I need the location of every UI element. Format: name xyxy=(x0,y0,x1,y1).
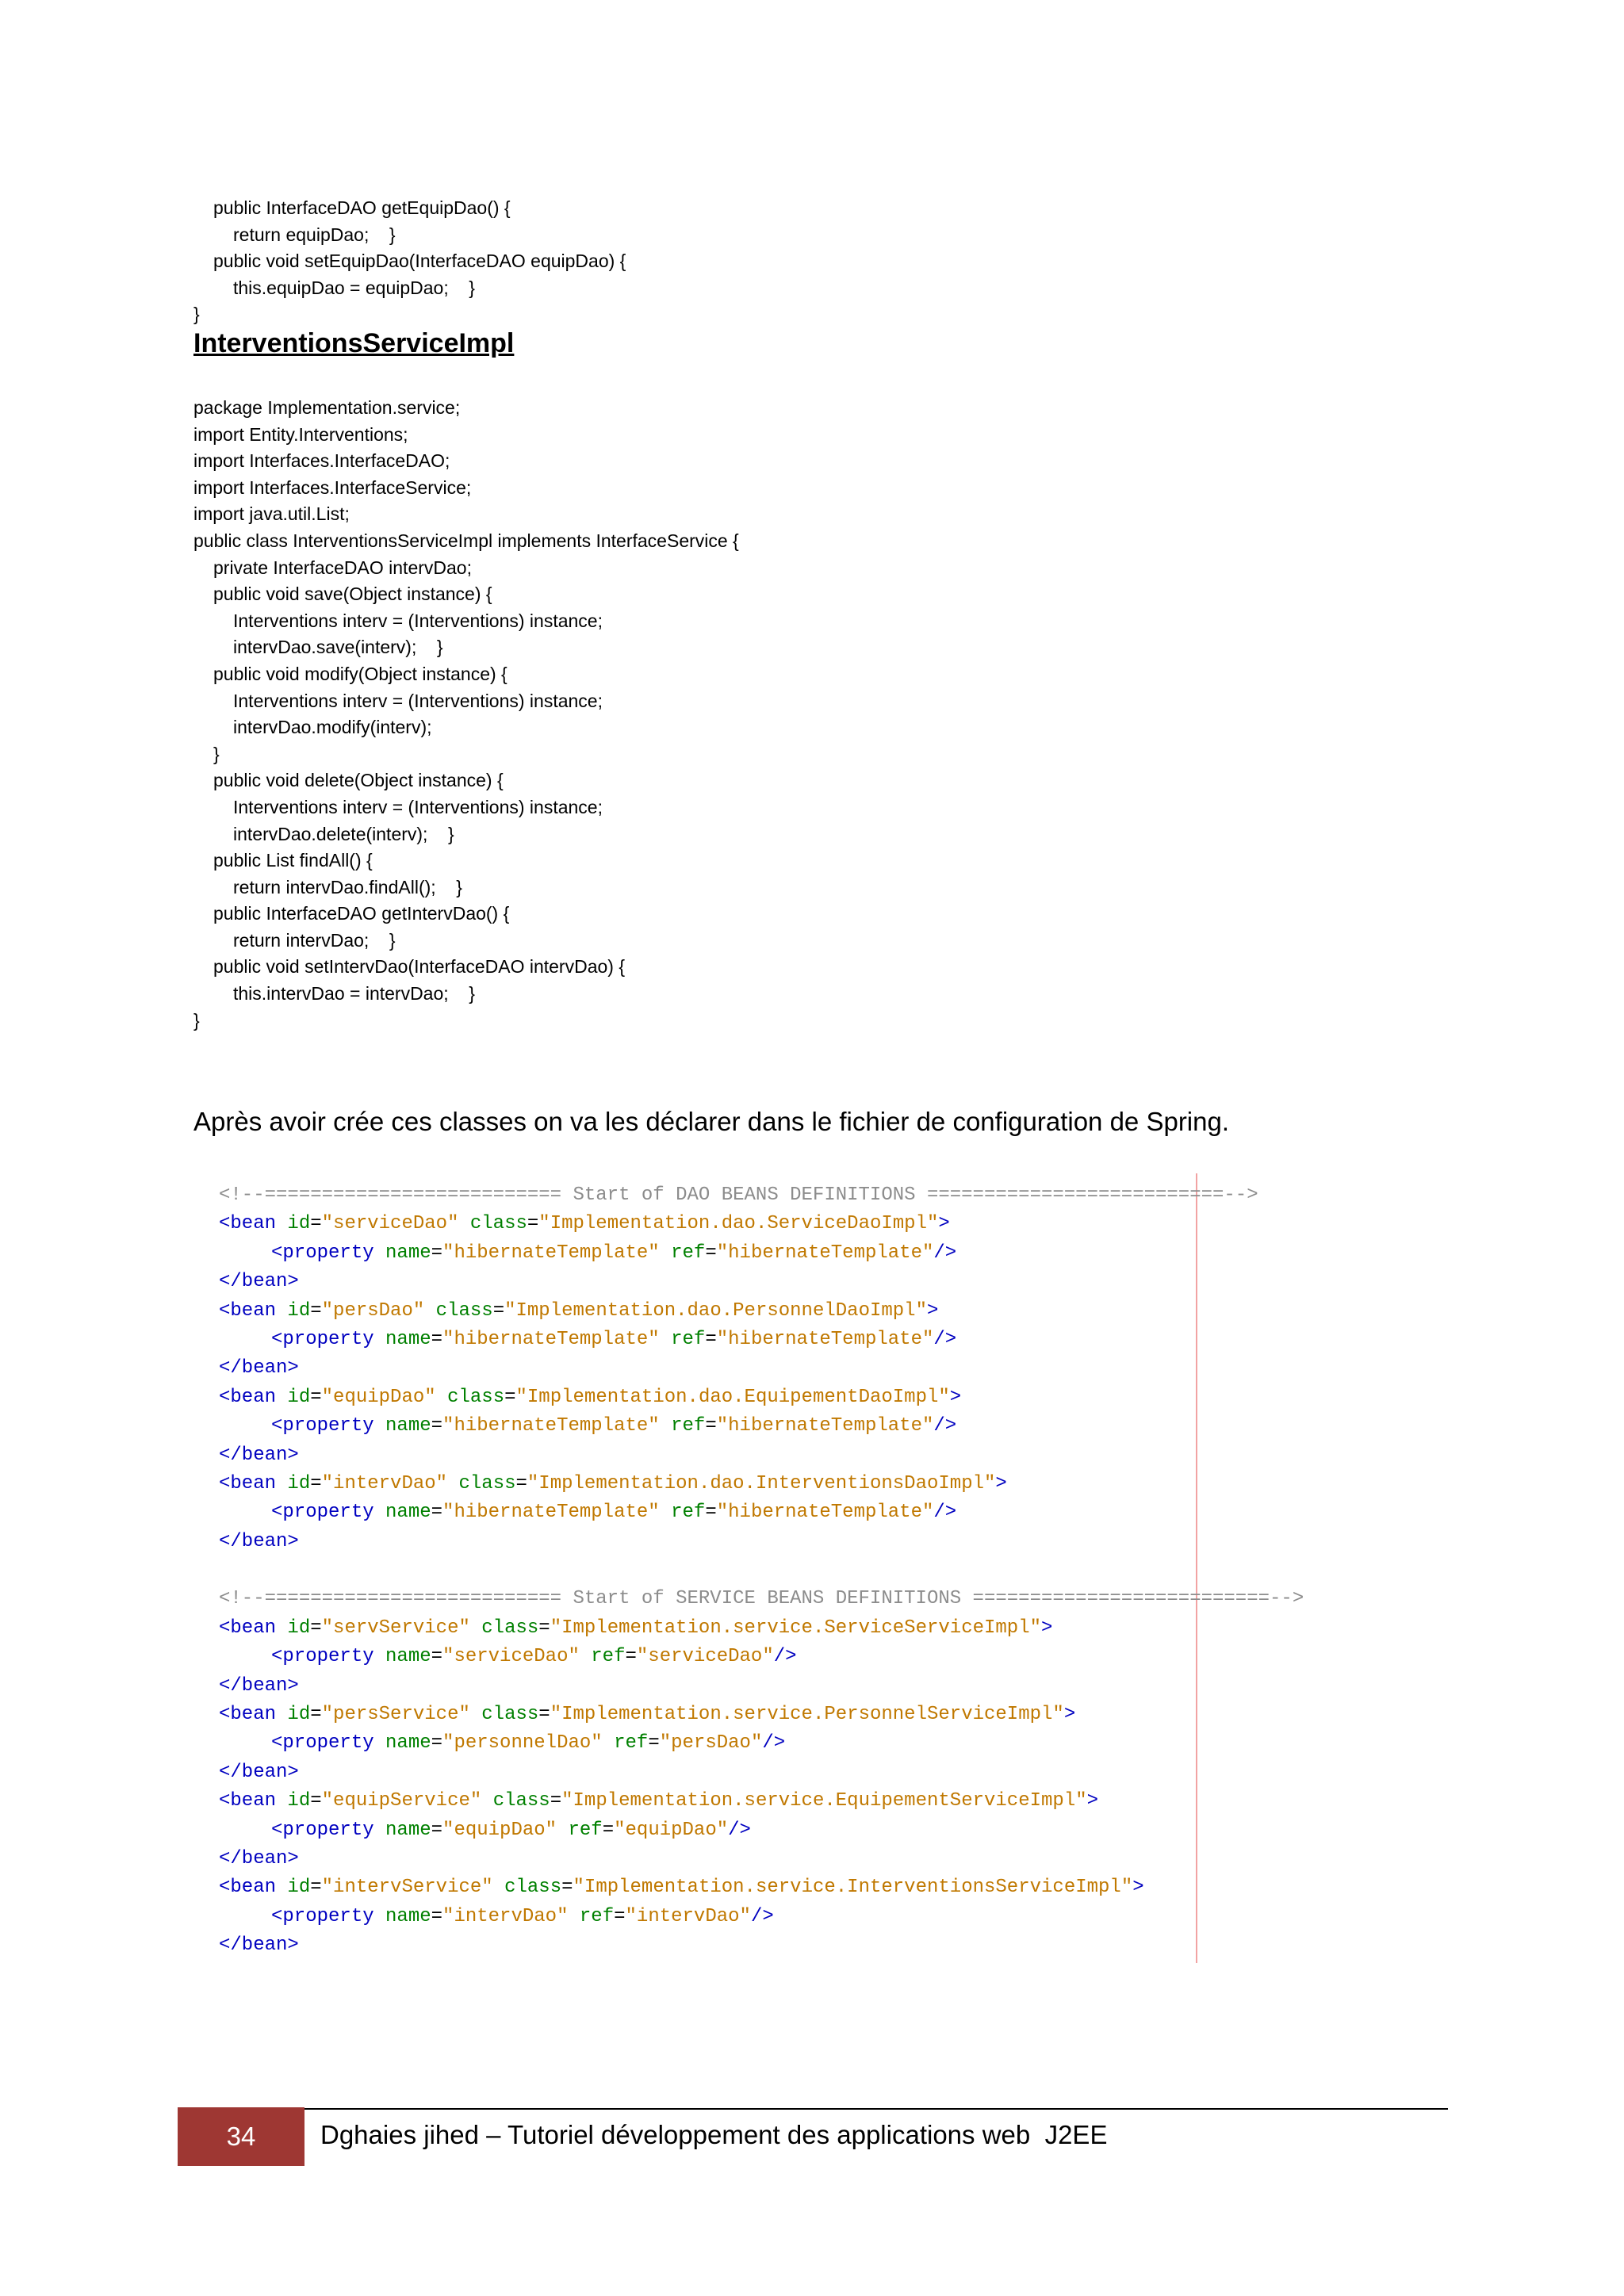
xml-token: <property xyxy=(271,1732,374,1755)
xml-token: = xyxy=(431,1328,443,1350)
xml-token xyxy=(374,1415,385,1437)
xml-token: </bean> xyxy=(219,1357,299,1380)
xml-token: </bean> xyxy=(219,1674,299,1697)
xml-line xyxy=(219,1787,1304,1816)
xml-token: = xyxy=(504,1386,516,1408)
code-line: public InterfaceDAO getIntervDao() { xyxy=(213,903,510,924)
xml-token: <property xyxy=(271,1819,374,1841)
xml-token: ref xyxy=(579,1905,615,1927)
xml-token: = xyxy=(705,1242,717,1264)
xml-token: = xyxy=(431,1415,443,1437)
code-line: Interventions interv = (Interventions) instance; xyxy=(233,796,603,817)
page-number-badge xyxy=(178,2107,304,2166)
code-line: import Interfaces.InterfaceService; xyxy=(193,476,472,498)
xml-token: <bean xyxy=(219,1472,277,1494)
xml-token: "Implementation.service.InterventionsServiceImpl" xyxy=(573,1877,1133,1899)
xml-line xyxy=(219,1729,1304,1758)
code-line: public List findAll() { xyxy=(213,850,373,871)
xml-token xyxy=(603,1732,614,1754)
xml-token: = xyxy=(310,1790,322,1812)
xml-token xyxy=(493,1877,504,1898)
xml-token: /> xyxy=(762,1732,786,1755)
xml-token: "serviceDao" xyxy=(442,1646,580,1668)
xml-token: <bean xyxy=(219,1213,277,1235)
xml-token: = xyxy=(431,1905,443,1927)
xml-token: <bean xyxy=(219,1617,277,1639)
xml-token xyxy=(481,1790,492,1812)
xml-token xyxy=(374,1502,385,1523)
xml-token xyxy=(276,1213,287,1234)
xml-token xyxy=(374,1732,385,1754)
xml-token: = xyxy=(310,1617,322,1639)
xml-token xyxy=(470,1617,481,1639)
xml-line xyxy=(219,1412,1304,1441)
xml-token: </bean> xyxy=(219,1761,299,1783)
xml-token: "persService" xyxy=(321,1704,470,1726)
xml-line xyxy=(219,1556,1304,1585)
xml-token: <!--========================== Start of SERVICE BEANS DEFINITIONS ==========================--> xyxy=(219,1588,1304,1610)
xml-token: = xyxy=(310,1472,322,1494)
xml-token: = xyxy=(705,1328,717,1350)
xml-token: id xyxy=(287,1704,311,1726)
code-line: this.intervDao = intervDao; } xyxy=(233,983,475,1004)
footer-rule xyxy=(304,2108,1448,2110)
xml-token: "hibernateTemplate" xyxy=(716,1328,934,1350)
xml-line xyxy=(219,1873,1304,1902)
xml-token xyxy=(660,1415,671,1437)
xml-line xyxy=(219,1585,1304,1613)
xml-token: = xyxy=(431,1502,443,1524)
xml-token: id xyxy=(287,1386,311,1408)
xml-token: "hibernateTemplate" xyxy=(442,1415,660,1437)
xml-token: "Implementation.dao.InterventionsDaoImpl" xyxy=(527,1472,996,1494)
xml-token: </bean> xyxy=(219,1444,299,1466)
xml-token: /> xyxy=(933,1415,957,1437)
xml-token xyxy=(424,1300,435,1322)
xml-token: "servService" xyxy=(321,1617,470,1639)
code-line: package Implementation.service; xyxy=(193,397,461,418)
xml-token: class xyxy=(447,1386,505,1408)
code-block-top xyxy=(193,195,626,328)
xml-line xyxy=(219,1903,1304,1931)
xml-token: /> xyxy=(773,1646,797,1668)
xml-line xyxy=(219,1758,1304,1787)
xml-token: "equipService" xyxy=(321,1790,482,1812)
xml-token: "equipDao" xyxy=(614,1819,729,1841)
xml-token: <property xyxy=(271,1415,374,1437)
xml-token: </bean> xyxy=(219,1530,299,1552)
xml-token: <property xyxy=(271,1328,374,1350)
xml-token xyxy=(557,1820,568,1841)
code-line: } xyxy=(213,743,220,764)
xml-token: "persDao" xyxy=(659,1732,763,1755)
xml-token xyxy=(580,1646,591,1667)
code-line: public void modify(Object instance) { xyxy=(213,663,508,684)
xml-token: = xyxy=(602,1819,615,1841)
xml-token: </bean> xyxy=(219,1271,299,1293)
xml-line xyxy=(219,1614,1304,1643)
xml-token: class xyxy=(435,1299,493,1322)
xml-token: name xyxy=(385,1905,431,1927)
xml-token: /> xyxy=(728,1819,751,1841)
xml-token: = xyxy=(550,1790,562,1812)
page-number: 34 xyxy=(226,2122,256,2151)
xml-token: <bean xyxy=(219,1386,277,1408)
xml-token: <bean xyxy=(219,1877,277,1899)
xml-token: <property xyxy=(271,1905,374,1927)
xml-token: class xyxy=(481,1704,539,1726)
xml-token: name xyxy=(385,1242,431,1264)
xml-token xyxy=(458,1213,469,1234)
xml-token: > xyxy=(949,1386,962,1408)
xml-token: "Implementation.dao.ServiceDaoImpl" xyxy=(538,1213,939,1235)
xml-token: = xyxy=(705,1502,717,1524)
code-line: } xyxy=(193,304,200,325)
xml-token: /> xyxy=(933,1502,957,1524)
xml-token: "personnelDao" xyxy=(442,1732,603,1755)
xml-token xyxy=(276,1473,287,1494)
xml-token: "hibernateTemplate" xyxy=(716,1415,934,1437)
xml-line xyxy=(219,1643,1304,1671)
xml-token: class xyxy=(458,1472,516,1494)
xml-token: id xyxy=(287,1790,311,1812)
xml-token: "persDao" xyxy=(321,1299,425,1322)
xml-token xyxy=(660,1242,671,1264)
xml-token: > xyxy=(1063,1704,1076,1726)
code-line: Interventions interv = (Interventions) instance; xyxy=(233,610,603,631)
xml-token xyxy=(568,1906,579,1927)
xml-token: </bean> xyxy=(219,1847,299,1869)
xml-token: class xyxy=(492,1790,550,1812)
xml-token: > xyxy=(995,1472,1007,1494)
xml-token: name xyxy=(385,1415,431,1437)
code-line: import Entity.Interventions; xyxy=(193,423,408,445)
xml-token: "equipDao" xyxy=(321,1386,436,1408)
xml-token xyxy=(276,1387,287,1408)
xml-token: <bean xyxy=(219,1704,277,1726)
xml-token: ref xyxy=(568,1819,603,1841)
code-line: return intervDao.findAll(); } xyxy=(233,876,462,897)
xml-token: <property xyxy=(271,1242,374,1264)
xml-token: ref xyxy=(671,1415,706,1437)
xml-token: "Implementation.service.PersonnelServiceImpl" xyxy=(550,1704,1064,1726)
xml-token: /> xyxy=(750,1905,774,1927)
xml-token: "hibernateTemplate" xyxy=(442,1328,660,1350)
code-line: intervDao.modify(interv); xyxy=(233,717,432,738)
code-line: intervDao.save(interv); } xyxy=(233,637,443,658)
xml-token: > xyxy=(1041,1617,1053,1639)
xml-token: "Implementation.dao.EquipementDaoImpl" xyxy=(515,1386,950,1408)
xml-token xyxy=(374,1820,385,1841)
xml-token xyxy=(276,1704,287,1725)
xml-token: "hibernateTemplate" xyxy=(716,1502,934,1524)
xml-token: = xyxy=(431,1242,443,1264)
xml-token xyxy=(660,1502,671,1523)
xml-token: > xyxy=(1086,1790,1099,1812)
code-line: public class InterventionsServiceImpl implements InterfaceService { xyxy=(193,530,739,551)
xml-token: = xyxy=(310,1877,322,1899)
code-line: return intervDao; } xyxy=(233,929,396,951)
xml-token: "hibernateTemplate" xyxy=(716,1242,934,1264)
xml-token: "Implementation.dao.PersonnelDaoImpl" xyxy=(504,1299,927,1322)
code-line: public InterfaceDAO getEquipDao() { xyxy=(213,197,511,218)
footer-title: Dghaies jihed – Tutoriel développement des applications web J2EE xyxy=(320,2120,1108,2149)
xml-line xyxy=(219,1528,1304,1556)
xml-token: name xyxy=(385,1732,431,1755)
xml-line xyxy=(219,1383,1304,1412)
xml-line xyxy=(219,1239,1304,1268)
xml-token: = xyxy=(431,1732,443,1755)
xml-token: id xyxy=(287,1617,311,1639)
xml-token: /> xyxy=(933,1328,957,1350)
xml-token xyxy=(276,1790,287,1812)
xml-token: = xyxy=(310,1299,322,1322)
xml-token: > xyxy=(926,1299,939,1322)
xml-token: /> xyxy=(933,1242,957,1264)
xml-line xyxy=(219,1297,1304,1326)
xml-token: id xyxy=(287,1877,311,1899)
xml-line xyxy=(219,1701,1304,1729)
xml-token: "intervService" xyxy=(321,1877,493,1899)
xml-token: "serviceDao" xyxy=(636,1646,774,1668)
xml-token: = xyxy=(310,1704,322,1726)
spring-config-xml xyxy=(219,1181,1304,1961)
code-line: public void delete(Object instance) { xyxy=(213,770,504,791)
code-line: return equipDao; } xyxy=(233,224,396,245)
xml-token: ref xyxy=(591,1646,626,1668)
xml-token: name xyxy=(385,1502,431,1524)
xml-line xyxy=(219,1441,1304,1470)
xml-token: "intervDao" xyxy=(625,1905,751,1927)
xml-line xyxy=(219,1268,1304,1296)
code-line: import java.util.List; xyxy=(193,503,350,525)
xml-token: = xyxy=(648,1732,660,1755)
code-line: public void setEquipDao(InterfaceDAO equipDao) { xyxy=(213,251,626,272)
xml-token xyxy=(374,1646,385,1667)
xml-token: = xyxy=(515,1472,527,1494)
code-line: import Interfaces.InterfaceDAO; xyxy=(193,450,450,472)
xml-token xyxy=(374,1906,385,1927)
code-line: private InterfaceDAO intervDao; xyxy=(213,557,472,578)
xml-token: = xyxy=(538,1617,550,1639)
xml-token: = xyxy=(310,1213,322,1235)
xml-token: ref xyxy=(614,1732,649,1755)
code-line: Interventions interv = (Interventions) instance; xyxy=(233,690,603,711)
xml-token: "equipDao" xyxy=(442,1819,557,1841)
xml-token: = xyxy=(492,1299,505,1322)
xml-line xyxy=(219,1816,1304,1845)
xml-token: "hibernateTemplate" xyxy=(442,1502,660,1524)
xml-token: class xyxy=(469,1213,527,1235)
xml-token: = xyxy=(538,1704,550,1726)
xml-token xyxy=(374,1329,385,1350)
xml-token: = xyxy=(561,1877,573,1899)
xml-line xyxy=(219,1210,1304,1238)
xml-token: = xyxy=(625,1646,637,1668)
xml-token: id xyxy=(287,1472,311,1494)
xml-token: <bean xyxy=(219,1299,277,1322)
xml-token: "serviceDao" xyxy=(321,1213,459,1235)
section-heading: InterventionsServiceImpl xyxy=(193,328,515,358)
xml-token xyxy=(470,1704,481,1725)
xml-token: id xyxy=(287,1213,311,1235)
xml-token: "intervDao" xyxy=(442,1905,569,1927)
xml-line xyxy=(219,1498,1304,1527)
xml-token xyxy=(276,1617,287,1639)
code-line: } xyxy=(193,1009,200,1031)
xml-token: name xyxy=(385,1819,431,1841)
xml-token xyxy=(447,1473,458,1494)
xml-line xyxy=(219,1354,1304,1383)
xml-token xyxy=(276,1877,287,1898)
xml-token: class xyxy=(504,1877,562,1899)
xml-line xyxy=(219,1931,1304,1960)
xml-token: = xyxy=(431,1646,443,1668)
xml-token: class xyxy=(481,1617,539,1639)
xml-token: <property xyxy=(271,1646,374,1668)
xml-token: ref xyxy=(671,1502,706,1524)
xml-line xyxy=(219,1326,1304,1354)
xml-token: name xyxy=(385,1328,431,1350)
xml-token: ref xyxy=(671,1328,706,1350)
xml-token xyxy=(374,1242,385,1264)
xml-token: </bean> xyxy=(219,1934,299,1957)
xml-token xyxy=(276,1300,287,1322)
xml-token: <!--========================== Start of DAO BEANS DEFINITIONS ==========================--> xyxy=(219,1184,1258,1206)
xml-token: > xyxy=(1132,1877,1144,1899)
xml-line xyxy=(219,1470,1304,1498)
code-line: public void save(Object instance) { xyxy=(213,584,492,605)
xml-token: name xyxy=(385,1646,431,1668)
xml-token: ref xyxy=(671,1242,706,1264)
code-line: public void setIntervDao(InterfaceDAO intervDao) { xyxy=(213,956,626,978)
code-line: this.equipDao = equipDao; } xyxy=(233,277,475,298)
xml-token: = xyxy=(614,1905,626,1927)
xml-token: = xyxy=(431,1819,443,1841)
xml-token xyxy=(436,1387,447,1408)
xml-token: "Implementation.service.ServiceServiceImpl" xyxy=(550,1617,1042,1639)
xml-token: = xyxy=(527,1213,539,1235)
xml-token: = xyxy=(310,1386,322,1408)
xml-line xyxy=(219,1845,1304,1873)
code-block-interventions-service xyxy=(193,395,739,1034)
xml-token: = xyxy=(705,1415,717,1437)
xml-token xyxy=(660,1329,671,1350)
code-line: intervDao.delete(interv); } xyxy=(233,823,454,844)
xml-token: "intervDao" xyxy=(321,1472,448,1494)
xml-token: "Implementation.service.EquipementServiceImpl" xyxy=(561,1790,1087,1812)
intro-paragraph: Après avoir crée ces classes on va les déclarer dans le fichier de configuration de Spring. xyxy=(193,1107,1230,1136)
xml-token: <property xyxy=(271,1502,374,1524)
xml-token: id xyxy=(287,1299,311,1322)
xml-line xyxy=(219,1181,1304,1210)
xml-token: <bean xyxy=(219,1790,277,1812)
xml-token: > xyxy=(938,1213,950,1235)
xml-token: "hibernateTemplate" xyxy=(442,1242,660,1264)
xml-line xyxy=(219,1672,1304,1701)
